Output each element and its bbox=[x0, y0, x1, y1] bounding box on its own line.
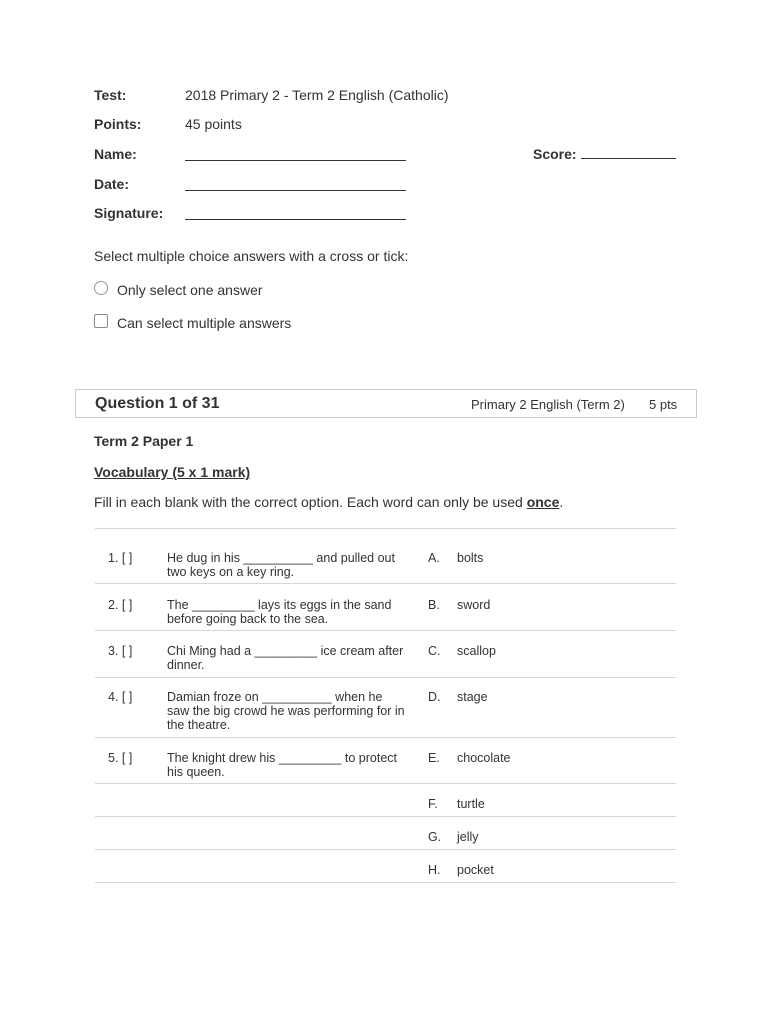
table-divider bbox=[95, 677, 676, 678]
option-word: jelly bbox=[457, 830, 479, 844]
item-text: He dug in his __________ and pulled out two keys on a key ring. bbox=[167, 551, 395, 579]
score-field bbox=[533, 146, 676, 162]
radio-icon bbox=[94, 281, 108, 295]
answer-brackets[interactable]: [ ] bbox=[121, 551, 133, 565]
directions-text: Fill in each blank with the correct option. Each word can only be used bbox=[94, 494, 527, 510]
name-blank[interactable] bbox=[185, 160, 406, 161]
item-text: The _________ lays its eggs in the sand before going back to the sea. bbox=[167, 598, 392, 626]
points-value: 45 points bbox=[185, 116, 242, 132]
test-value: 2018 Primary 2 - Term 2 English (Catholic) bbox=[185, 87, 449, 103]
test-label: Test: bbox=[94, 87, 127, 103]
item-number bbox=[108, 751, 132, 765]
answer-brackets[interactable]: [ ] bbox=[121, 598, 133, 612]
item-number-text: 3. bbox=[108, 644, 119, 658]
score-blank[interactable] bbox=[581, 146, 676, 159]
item-number bbox=[108, 690, 132, 704]
option-letter: A. bbox=[428, 551, 440, 565]
item-number bbox=[108, 644, 132, 658]
option-letter: G. bbox=[428, 830, 442, 844]
option-word: bolts bbox=[457, 551, 484, 565]
table-divider bbox=[95, 816, 676, 817]
section-title: Vocabulary (5 x 1 mark) bbox=[94, 464, 251, 480]
table-divider bbox=[95, 783, 676, 784]
option-letter: D. bbox=[428, 690, 441, 704]
item-number-text: 5. bbox=[108, 751, 119, 765]
question-subject: Primary 2 English (Term 2) bbox=[471, 397, 625, 412]
instructions-intro: Select multiple choice answers with a cross or tick: bbox=[94, 248, 409, 264]
option-word: stage bbox=[457, 690, 488, 704]
option-letter: F. bbox=[428, 797, 438, 811]
name-label: Name: bbox=[94, 146, 137, 162]
answer-brackets[interactable]: [ ] bbox=[121, 690, 133, 704]
option-word: pocket bbox=[457, 863, 494, 877]
item-number bbox=[108, 598, 132, 612]
item-number-text: 2. bbox=[108, 598, 119, 612]
checkbox-icon bbox=[94, 314, 108, 328]
table-divider bbox=[95, 882, 676, 883]
item-number-text: 1. bbox=[108, 551, 119, 565]
score-label: Score: bbox=[533, 146, 577, 162]
table-divider bbox=[95, 737, 676, 738]
option-letter: B. bbox=[428, 598, 440, 612]
table-divider bbox=[95, 630, 676, 631]
date-blank[interactable] bbox=[185, 190, 406, 191]
directions bbox=[94, 494, 563, 510]
item-text: Chi Ming had a _________ ice cream after dinner. bbox=[167, 644, 404, 672]
question-title: Question 1 of 31 bbox=[95, 395, 220, 412]
item-number-text: 4. bbox=[108, 690, 119, 704]
option-letter: E. bbox=[428, 751, 440, 765]
option-letter: C. bbox=[428, 644, 441, 658]
table-divider bbox=[95, 583, 676, 584]
single-answer-label: Only select one answer bbox=[117, 282, 263, 298]
directions-end: . bbox=[559, 494, 564, 510]
answer-brackets[interactable]: [ ] bbox=[121, 751, 133, 765]
option-letter: H. bbox=[428, 863, 441, 877]
table-divider bbox=[95, 849, 676, 850]
option-word: scallop bbox=[457, 644, 496, 658]
points-label: Points: bbox=[94, 116, 142, 132]
answer-brackets[interactable]: [ ] bbox=[121, 644, 133, 658]
signature-blank[interactable] bbox=[185, 219, 406, 220]
item-text: Damian froze on __________ when he saw the big crowd he was performing for in the theatre. bbox=[167, 690, 405, 732]
signature-label: Signature: bbox=[94, 205, 164, 221]
option-word: turtle bbox=[457, 797, 485, 811]
question-points: 5 pts bbox=[649, 397, 678, 412]
table-divider bbox=[95, 528, 676, 529]
directions-emphasis: once bbox=[526, 494, 560, 510]
item-text: The knight drew his _________ to protect his queen. bbox=[167, 751, 398, 779]
item-number bbox=[108, 551, 132, 565]
multiple-answer-label: Can select multiple answers bbox=[117, 315, 292, 331]
date-label: Date: bbox=[94, 176, 130, 192]
option-word: sword bbox=[457, 598, 491, 612]
option-word: chocolate bbox=[457, 751, 511, 765]
paper-title: Term 2 Paper 1 bbox=[94, 433, 194, 449]
question-header bbox=[75, 389, 697, 418]
